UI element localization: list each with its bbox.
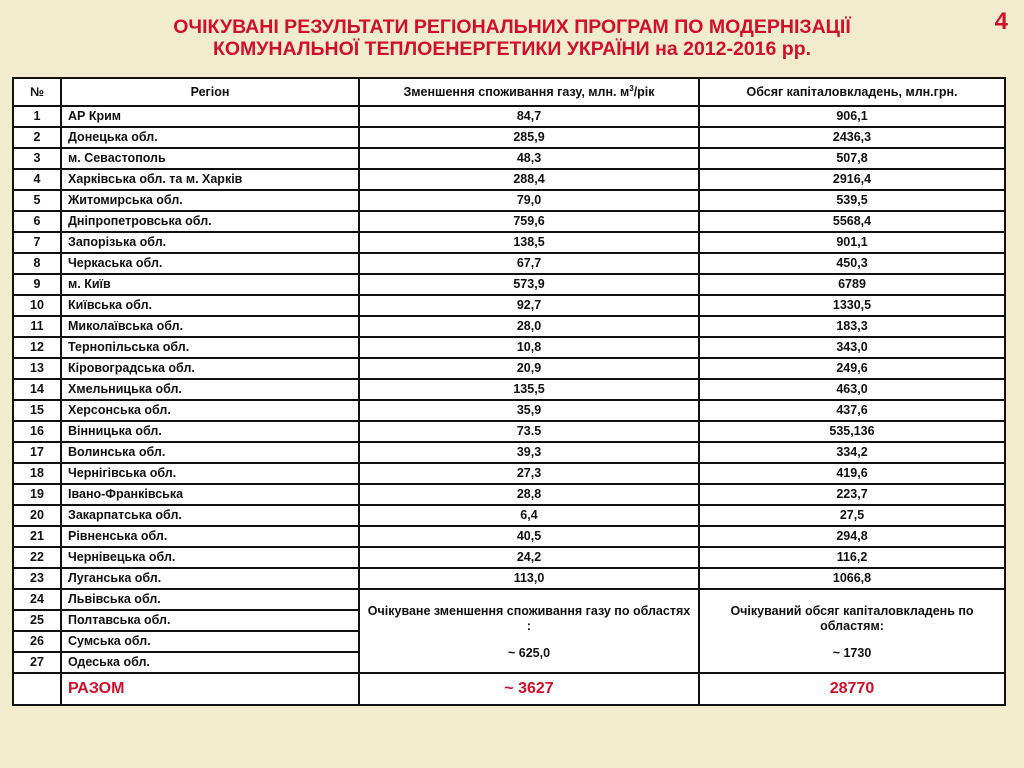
- table-row: [13, 190, 1005, 211]
- row-region: Тернопільська обл.: [61, 337, 359, 358]
- row-gas-value: 35,9: [359, 400, 699, 421]
- row-gas-value: 92,7: [359, 295, 699, 316]
- row-number: 22: [13, 547, 61, 568]
- row-number: 21: [13, 526, 61, 547]
- row-region: Полтавська обл.: [61, 610, 359, 631]
- table-row: [13, 106, 1005, 127]
- row-capex-value: 5568,4: [699, 211, 1005, 232]
- row-region: Луганська обл.: [61, 568, 359, 589]
- row-gas-value: 10,8: [359, 337, 699, 358]
- row-region: Черкаська обл.: [61, 253, 359, 274]
- table-row: [13, 337, 1005, 358]
- row-number: 27: [13, 652, 61, 673]
- row-gas-value: 28,8: [359, 484, 699, 505]
- row-capex-value: 419,6: [699, 463, 1005, 484]
- table-row: [13, 127, 1005, 148]
- row-gas-value: 113,0: [359, 568, 699, 589]
- table-row: [13, 442, 1005, 463]
- page-title: [0, 16, 1024, 60]
- gas-note-text: Очікуване зменшення споживання газу по областях :: [367, 604, 691, 633]
- gas-header-unit: /рік: [633, 85, 655, 99]
- row-number: 18: [13, 463, 61, 484]
- table-row: [13, 547, 1005, 568]
- table-row: [13, 253, 1005, 274]
- page-number: 4: [994, 8, 1008, 35]
- row-capex-value: 1066,8: [699, 568, 1005, 589]
- gas-header-text: Зменшення споживання газу, млн. м: [403, 85, 630, 99]
- total-label: РАЗОМ: [61, 673, 359, 705]
- row-number: 15: [13, 400, 61, 421]
- row-capex-value: 906,1: [699, 106, 1005, 127]
- table-row: [13, 169, 1005, 190]
- row-gas-value: 288,4: [359, 169, 699, 190]
- table-header-row: [13, 78, 1005, 106]
- row-capex-value: 2916,4: [699, 169, 1005, 190]
- row-number: 25: [13, 610, 61, 631]
- title-line-2: КОМУНАЛЬНОЇ ТЕПЛОЕНЕРГЕТИКИ УКРАЇНИ на 2012-2016 рр.: [212, 38, 812, 60]
- title-line-1: ОЧІКУВАНІ РЕЗУЛЬТАТИ РЕГІОНАЛЬНИХ ПРОГРАМ ПО МОДЕРНІЗАЦІЇ: [173, 16, 851, 38]
- row-region: Миколаївська обл.: [61, 316, 359, 337]
- row-capex-value: 27,5: [699, 505, 1005, 526]
- row-region: Сумська обл.: [61, 631, 359, 652]
- table-row: [13, 568, 1005, 589]
- row-gas-value: 24,2: [359, 547, 699, 568]
- table-row: [13, 463, 1005, 484]
- table-row: [13, 274, 1005, 295]
- row-region: Рівненська обл.: [61, 526, 359, 547]
- table-row: [13, 232, 1005, 253]
- row-capex-value: 294,8: [699, 526, 1005, 547]
- capex-note-text: Очікуваний обсяг капіталовкладень по областям:: [730, 604, 974, 633]
- table-row: [13, 295, 1005, 316]
- row-number: 16: [13, 421, 61, 442]
- row-capex-value: 2436,3: [699, 127, 1005, 148]
- row-number: 23: [13, 568, 61, 589]
- row-capex-value: 535,136: [699, 421, 1005, 442]
- table-row: [13, 421, 1005, 442]
- capex-note-value: ~ 1730: [832, 646, 872, 660]
- row-number: 9: [13, 274, 61, 295]
- row-number: 6: [13, 211, 61, 232]
- gas-header-superscript: 3: [629, 83, 634, 93]
- row-region: Запорізька обл.: [61, 232, 359, 253]
- row-region: Львівська обл.: [61, 589, 359, 610]
- row-region: м. Севастополь: [61, 148, 359, 169]
- row-gas-value: 6,4: [359, 505, 699, 526]
- row-gas-value: 759,6: [359, 211, 699, 232]
- row-region: Одеська обл.: [61, 652, 359, 673]
- row-capex-value: 539,5: [699, 190, 1005, 211]
- row-region: Закарпатська обл.: [61, 505, 359, 526]
- row-number: 26: [13, 631, 61, 652]
- row-number: 11: [13, 316, 61, 337]
- row-number: 12: [13, 337, 61, 358]
- row-region: Івано-Франківська: [61, 484, 359, 505]
- row-gas-value: 84,7: [359, 106, 699, 127]
- row-gas-value: 135,5: [359, 379, 699, 400]
- row-number: 5: [13, 190, 61, 211]
- column-header-num: №: [13, 78, 61, 106]
- row-capex-value: 437,6: [699, 400, 1005, 421]
- row-capex-value: 450,3: [699, 253, 1005, 274]
- row-gas-value: 20,9: [359, 358, 699, 379]
- row-gas-value: 573,9: [359, 274, 699, 295]
- row-region: АР Крим: [61, 106, 359, 127]
- row-region: Житомирська обл.: [61, 190, 359, 211]
- row-number: 13: [13, 358, 61, 379]
- row-capex-value: 507,8: [699, 148, 1005, 169]
- row-number: 19: [13, 484, 61, 505]
- row-number: 4: [13, 169, 61, 190]
- row-capex-value: 901,1: [699, 232, 1005, 253]
- row-gas-value: 285,9: [359, 127, 699, 148]
- gas-note-value: ~ 625,0: [507, 646, 551, 660]
- row-capex-value: 6789: [699, 274, 1005, 295]
- row-capex-value: 249,6: [699, 358, 1005, 379]
- row-region: Харківська обл. та м. Харків: [61, 169, 359, 190]
- table-row: [13, 589, 1005, 610]
- row-region: Дніпропетровська обл.: [61, 211, 359, 232]
- row-gas-value: 40,5: [359, 526, 699, 547]
- row-region: Хмельницька обл.: [61, 379, 359, 400]
- row-region: Київська обл.: [61, 295, 359, 316]
- row-capex-value: 343,0: [699, 337, 1005, 358]
- table-row: [13, 358, 1005, 379]
- table-row: [13, 211, 1005, 232]
- row-gas-value: 48,3: [359, 148, 699, 169]
- row-region: Херсонська обл.: [61, 400, 359, 421]
- row-number: 24: [13, 589, 61, 610]
- column-header-gas: [359, 78, 699, 106]
- column-header-capex: Обсяг капіталовкладень, млн.грн.: [699, 78, 1005, 106]
- row-region: Кіровоградська обл.: [61, 358, 359, 379]
- table-row: [13, 148, 1005, 169]
- total-gas: ~ 3627: [359, 673, 699, 705]
- row-number: 10: [13, 295, 61, 316]
- table-row: [13, 484, 1005, 505]
- row-region: м. Київ: [61, 274, 359, 295]
- row-number: 8: [13, 253, 61, 274]
- row-number: 2: [13, 127, 61, 148]
- table-row: [13, 400, 1005, 421]
- row-region: Чернігівська обл.: [61, 463, 359, 484]
- row-region: Донецька обл.: [61, 127, 359, 148]
- total-row: [13, 673, 1005, 705]
- row-number: 7: [13, 232, 61, 253]
- row-capex-value: 1330,5: [699, 295, 1005, 316]
- row-capex-value: 116,2: [699, 547, 1005, 568]
- row-gas-value: 73.5: [359, 421, 699, 442]
- row-number: 14: [13, 379, 61, 400]
- table-row: [13, 505, 1005, 526]
- row-number: 20: [13, 505, 61, 526]
- row-gas-value: 39,3: [359, 442, 699, 463]
- row-capex-value: 183,3: [699, 316, 1005, 337]
- row-capex-value: 223,7: [699, 484, 1005, 505]
- row-gas-value: 138,5: [359, 232, 699, 253]
- total-capex: 28770: [699, 673, 1005, 705]
- row-region: Чернівецька обл.: [61, 547, 359, 568]
- table-row: [13, 526, 1005, 547]
- row-gas-value: 28,0: [359, 316, 699, 337]
- column-header-region: Регіон: [61, 78, 359, 106]
- row-number: 17: [13, 442, 61, 463]
- row-gas-value: 67,7: [359, 253, 699, 274]
- row-capex-value: 334,2: [699, 442, 1005, 463]
- row-gas-value: 79,0: [359, 190, 699, 211]
- row-number: 1: [13, 106, 61, 127]
- row-capex-value: 463,0: [699, 379, 1005, 400]
- row-region: Вінницька обл.: [61, 421, 359, 442]
- total-number: [13, 673, 61, 705]
- row-region: Волинська обл.: [61, 442, 359, 463]
- table-row: [13, 379, 1005, 400]
- regions-table: [12, 77, 1006, 706]
- gas-note-cell: [359, 589, 699, 673]
- table-row: [13, 316, 1005, 337]
- row-number: 3: [13, 148, 61, 169]
- row-gas-value: 27,3: [359, 463, 699, 484]
- capex-note-cell: [699, 589, 1005, 673]
